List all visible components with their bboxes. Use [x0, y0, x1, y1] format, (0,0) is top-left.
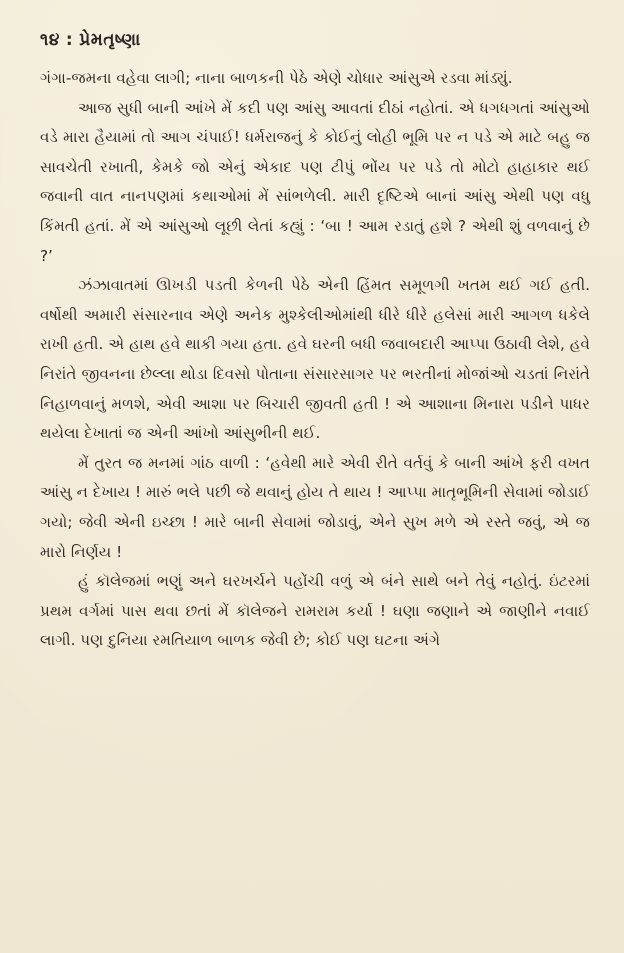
body-text	[40, 64, 590, 656]
running-header	[40, 30, 590, 50]
page-number: ૧૪	[40, 30, 60, 50]
paragraph: ઝંઝાવાતમાં ઊખડી પડતી કેળની પેઠે એની હિંમત સમૂળગી ખતમ થઈ ગઈ હતી. વર્ષોથી અમારી સંસારનાવ એણે અનેક મુશ્કેલીઓમાંથી ધીરે ધીરે હલેસાં મારી આગળ ધકેલે રાખી હતી. એ હાથ હવે થાકી ગયા હતા. હવે ઘરની બધી જવાબદારી આપ્પા ઉઠાવી લેશે, હવે નિરાંતે જીવનના છેલ્લા થોડા દિવસો પોતાના સંસારસાગર પર ભરતીનાં મોજાંઓ ચડતાં નિરાંતે નિહાળવાનું મળશે, એવી આશા પર બિચારી જીવતી હતી ! એ આશાના મિનારા પડીને પાધર થયેલા દેખાતાં જ એની આંખો આંસુભીની થઈ.	[40, 276, 590, 443]
paragraph: મેં તુરત જ મનમાં ગાંઠ વાળી : ‘હવેથી મારે એવી રીતે વર્તવું કે બાની આંખે ફરી વખત આંસુ ન દેખાય ! મારું ભલે પછી જે થવાનું હોય તે થાય ! આપ્પા માતૃભૂમિની સેવામાં જોડાઈ ગયો; જેવી એની ઇચ્છા ! મારે બાની સેવામાં જોડાવું, એને સુખ મળે એ રસ્તે જવું, એ જ મારો નિર્ણય !	[40, 453, 590, 561]
paragraph: આજ સુધી બાની આંખે મેં કદી પણ આંસુ આવતાં દીઠાં નહોતાં. એ ધગધગતાં આંસુઓ વડે મારા હૈયામાં તો આગ ચંપાઈ! ધર્મરાજનું કે કોઈનું લોહી ભૂમિ પર ન પડે એ માટે બહુ જ સાવચેતી રખાતી, કેમકે જો એનું એકાદ પણ ટીપું ભોંય પર પડે તો મોટો હાહાકાર થઈ જવાની વાત નાનપણમાં કથાઓમાં મેં સાંભળેલી. મારી દૃષ્ટિએ બાનાં આંસુ એથી પણ વધુ કિંમતી હતાં. મેં એ આંસુઓ લૂછી લેતાં કહ્યું : ‘બા ! આમ રડાતું હશે ? એથી શું વળવાનું છે ?’	[40, 98, 590, 265]
paragraph: ગંગા-જમના વહેવા લાગી; નાના બાળકની પેઠે એણે ચોધાર આંસુએ રડવા માંડ્યું.	[40, 69, 513, 87]
chapter-title: પ્રેમતૃષ્ણા	[79, 30, 141, 50]
paragraph: હું કૉલેજમાં ભણું અને ઘરખર્ચને પહોંચી વળું એ બંને સાથે બને તેવું નહોતું. ઇંટરમાં પ્રથમ વર્ગમાં પાસ થવા છતાં મેં કૉલેજને રામરામ કર્યા ! ઘણા જણાને એ જાણીને નવાઈ લાગી. પણ દુનિયા રમતિયાળ બાળક જેવી છે; કોઈ પણ ઘટના અંગે	[40, 572, 590, 650]
header-separator: :	[65, 30, 74, 50]
